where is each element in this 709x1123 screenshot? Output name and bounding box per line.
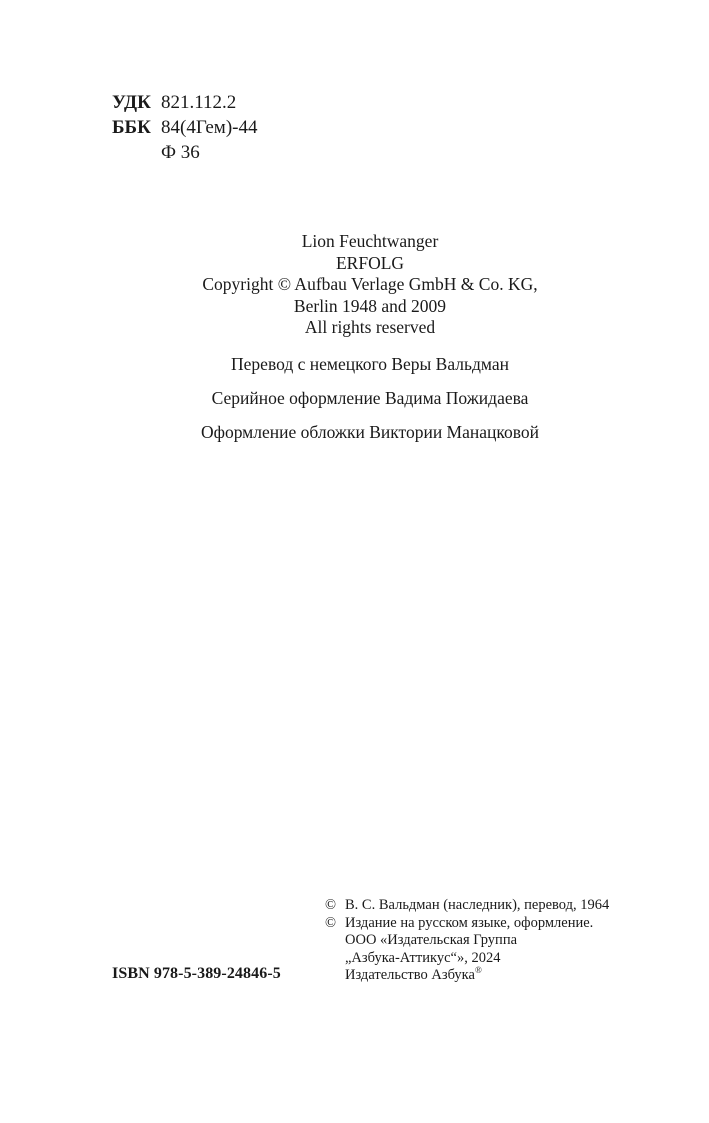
original-copyright-line2: Berlin 1948 and 2009 bbox=[293, 295, 447, 316]
original-title: ERFOLG bbox=[335, 252, 405, 273]
classification-block bbox=[112, 90, 257, 165]
original-edition-block bbox=[0, 231, 709, 339]
original-copyright-line1: Copyright © Aufbau Verlage GmbH & Co. KG, bbox=[202, 274, 538, 294]
udk-row bbox=[112, 90, 257, 115]
bbk-row bbox=[112, 115, 257, 140]
series-design-credit: Серийное оформление Вадима Пожидаева bbox=[211, 387, 529, 408]
isbn: ISBN 978-5-389-24846-5 bbox=[112, 965, 281, 982]
copyright-notices bbox=[325, 897, 609, 985]
edition-line-4 bbox=[345, 967, 593, 985]
author-mark: Ф 36 bbox=[161, 142, 200, 163]
translation-credit: Перевод с немецкого Веры Вальдман bbox=[231, 353, 509, 374]
copyright-symbol: © bbox=[325, 914, 337, 931]
cover-design-credit: Оформление обложки Виктории Манацковой bbox=[200, 421, 540, 442]
credits-block bbox=[0, 231, 709, 443]
translation-copyright-text: В. С. Вальдман (наследник), перевод, 1964 bbox=[345, 897, 610, 913]
publisher-name: Издательство Азбука bbox=[345, 967, 475, 984]
udk-label: УДК bbox=[112, 92, 151, 113]
author-mark-row bbox=[112, 140, 257, 165]
edition-line-1: Издание на русском языке, оформление. bbox=[345, 914, 594, 931]
udk-value: 821.112.2 bbox=[161, 92, 237, 113]
translation-copyright bbox=[325, 897, 609, 915]
rights-reserved: All rights reserved bbox=[304, 317, 436, 337]
registered-mark: ® bbox=[474, 965, 482, 976]
edition-line-2: ООО «Издательская Группа bbox=[345, 932, 518, 949]
bbk-value: 84(4Гем)-44 bbox=[161, 117, 258, 138]
bbk-label: ББК bbox=[112, 117, 151, 138]
copyright-symbol: © bbox=[325, 897, 337, 913]
edition-copyright bbox=[325, 915, 609, 985]
original-author: Lion Feuchtwanger bbox=[301, 231, 439, 251]
edition-line-3: „Азбука-Аттикус“», 2024 bbox=[345, 949, 501, 966]
